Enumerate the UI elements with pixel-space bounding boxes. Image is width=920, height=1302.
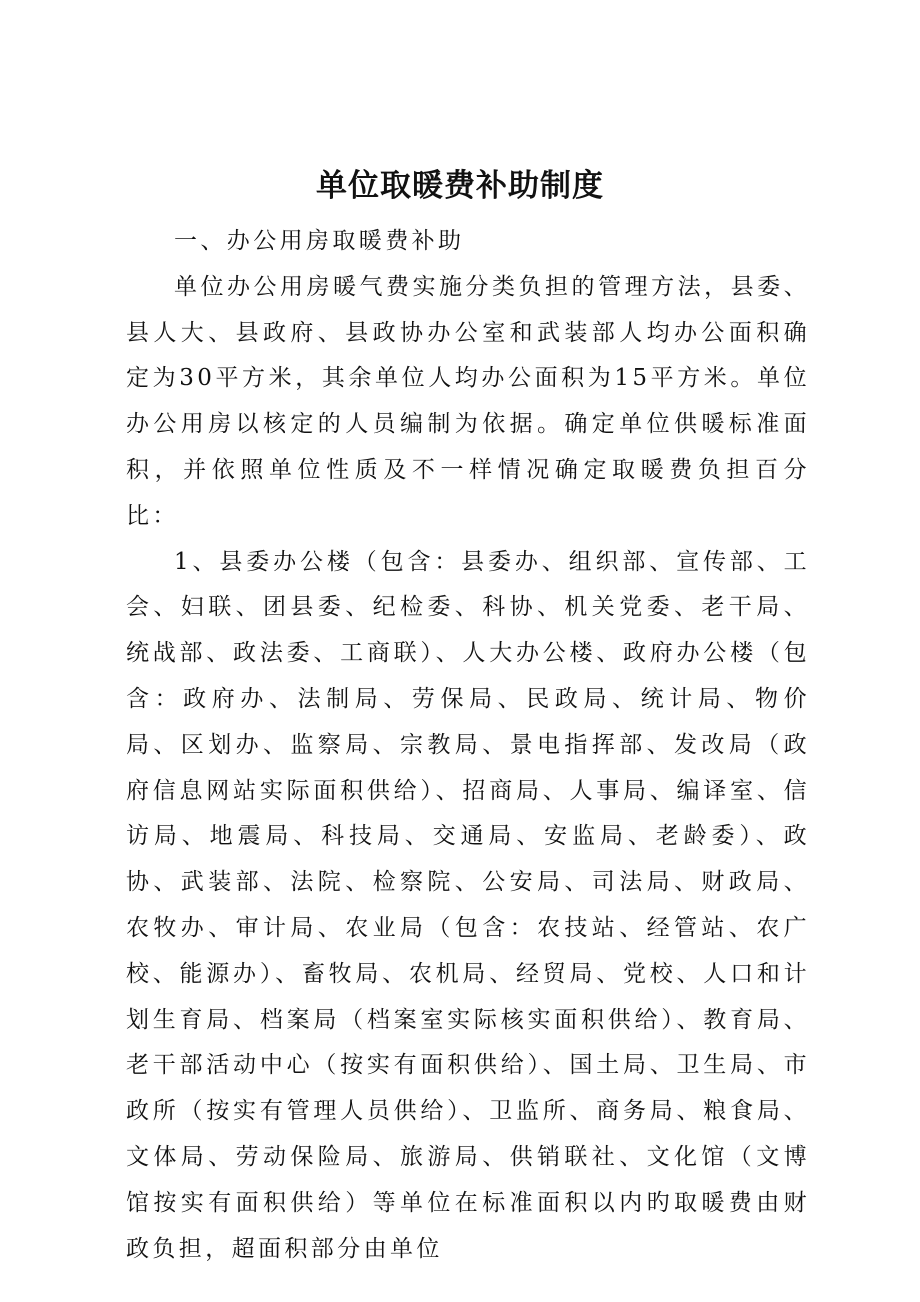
- document-body: [126, 219, 810, 1272]
- section-heading: 一、办公用房取暖费补助: [174, 228, 465, 254]
- document-title: 单位取暖费补助制度: [316, 168, 604, 204]
- paragraph-unit-list: 1、县委办公楼（包含：县委办、组织部、宣传部、工会、妇联、团县委、纪检委、科协、机关党委、老干局、统战部、政法委、工商联）、人大办公楼、政府办公楼（包含：政府办、法制局、劳保局、民政局、统计局、物价局、区划办、监察局、宗教局、景电指挥部、发改局（政府信息网站实际面积供给）、招商局、人事局、编译室、信访局、地震局、科技局、交通局、安监局、老龄委）、政协、武装部、法院、检察院、公安局、司法局、财政局、农牧办、审计局、农业局（包含：农技站、经管站、农广校、能源办）、畜牧局、农机局、经贸局、党校、人口和计划生育局、档案局（档案室实际核实面积供给）、教育局、老干部活动中心（按实有面积供给）、国土局、卫生局、市政所（按实有管理人员供给）、卫监所、商务局、粮食局、文体局、劳动保险局、旅游局、供销联社、文化馆（文博馆按实有面积供给）等单位在标准面积以内旳取暖费由财政负担，超面积部分由单位: [126, 548, 810, 1262]
- paragraph-heating-policy: 单位办公用房暖气费实施分类负担的管理方法，县委、县人大、县政府、县政协办公室和武装部人均办公面积确定为30平方米，其余单位人均办公面积为15平方米。单位办公用房以核定的人员编制为依据。确定单位供暖标准面积，并依照单位性质及不一样情况确定取暖费负担百分比：: [126, 273, 810, 529]
